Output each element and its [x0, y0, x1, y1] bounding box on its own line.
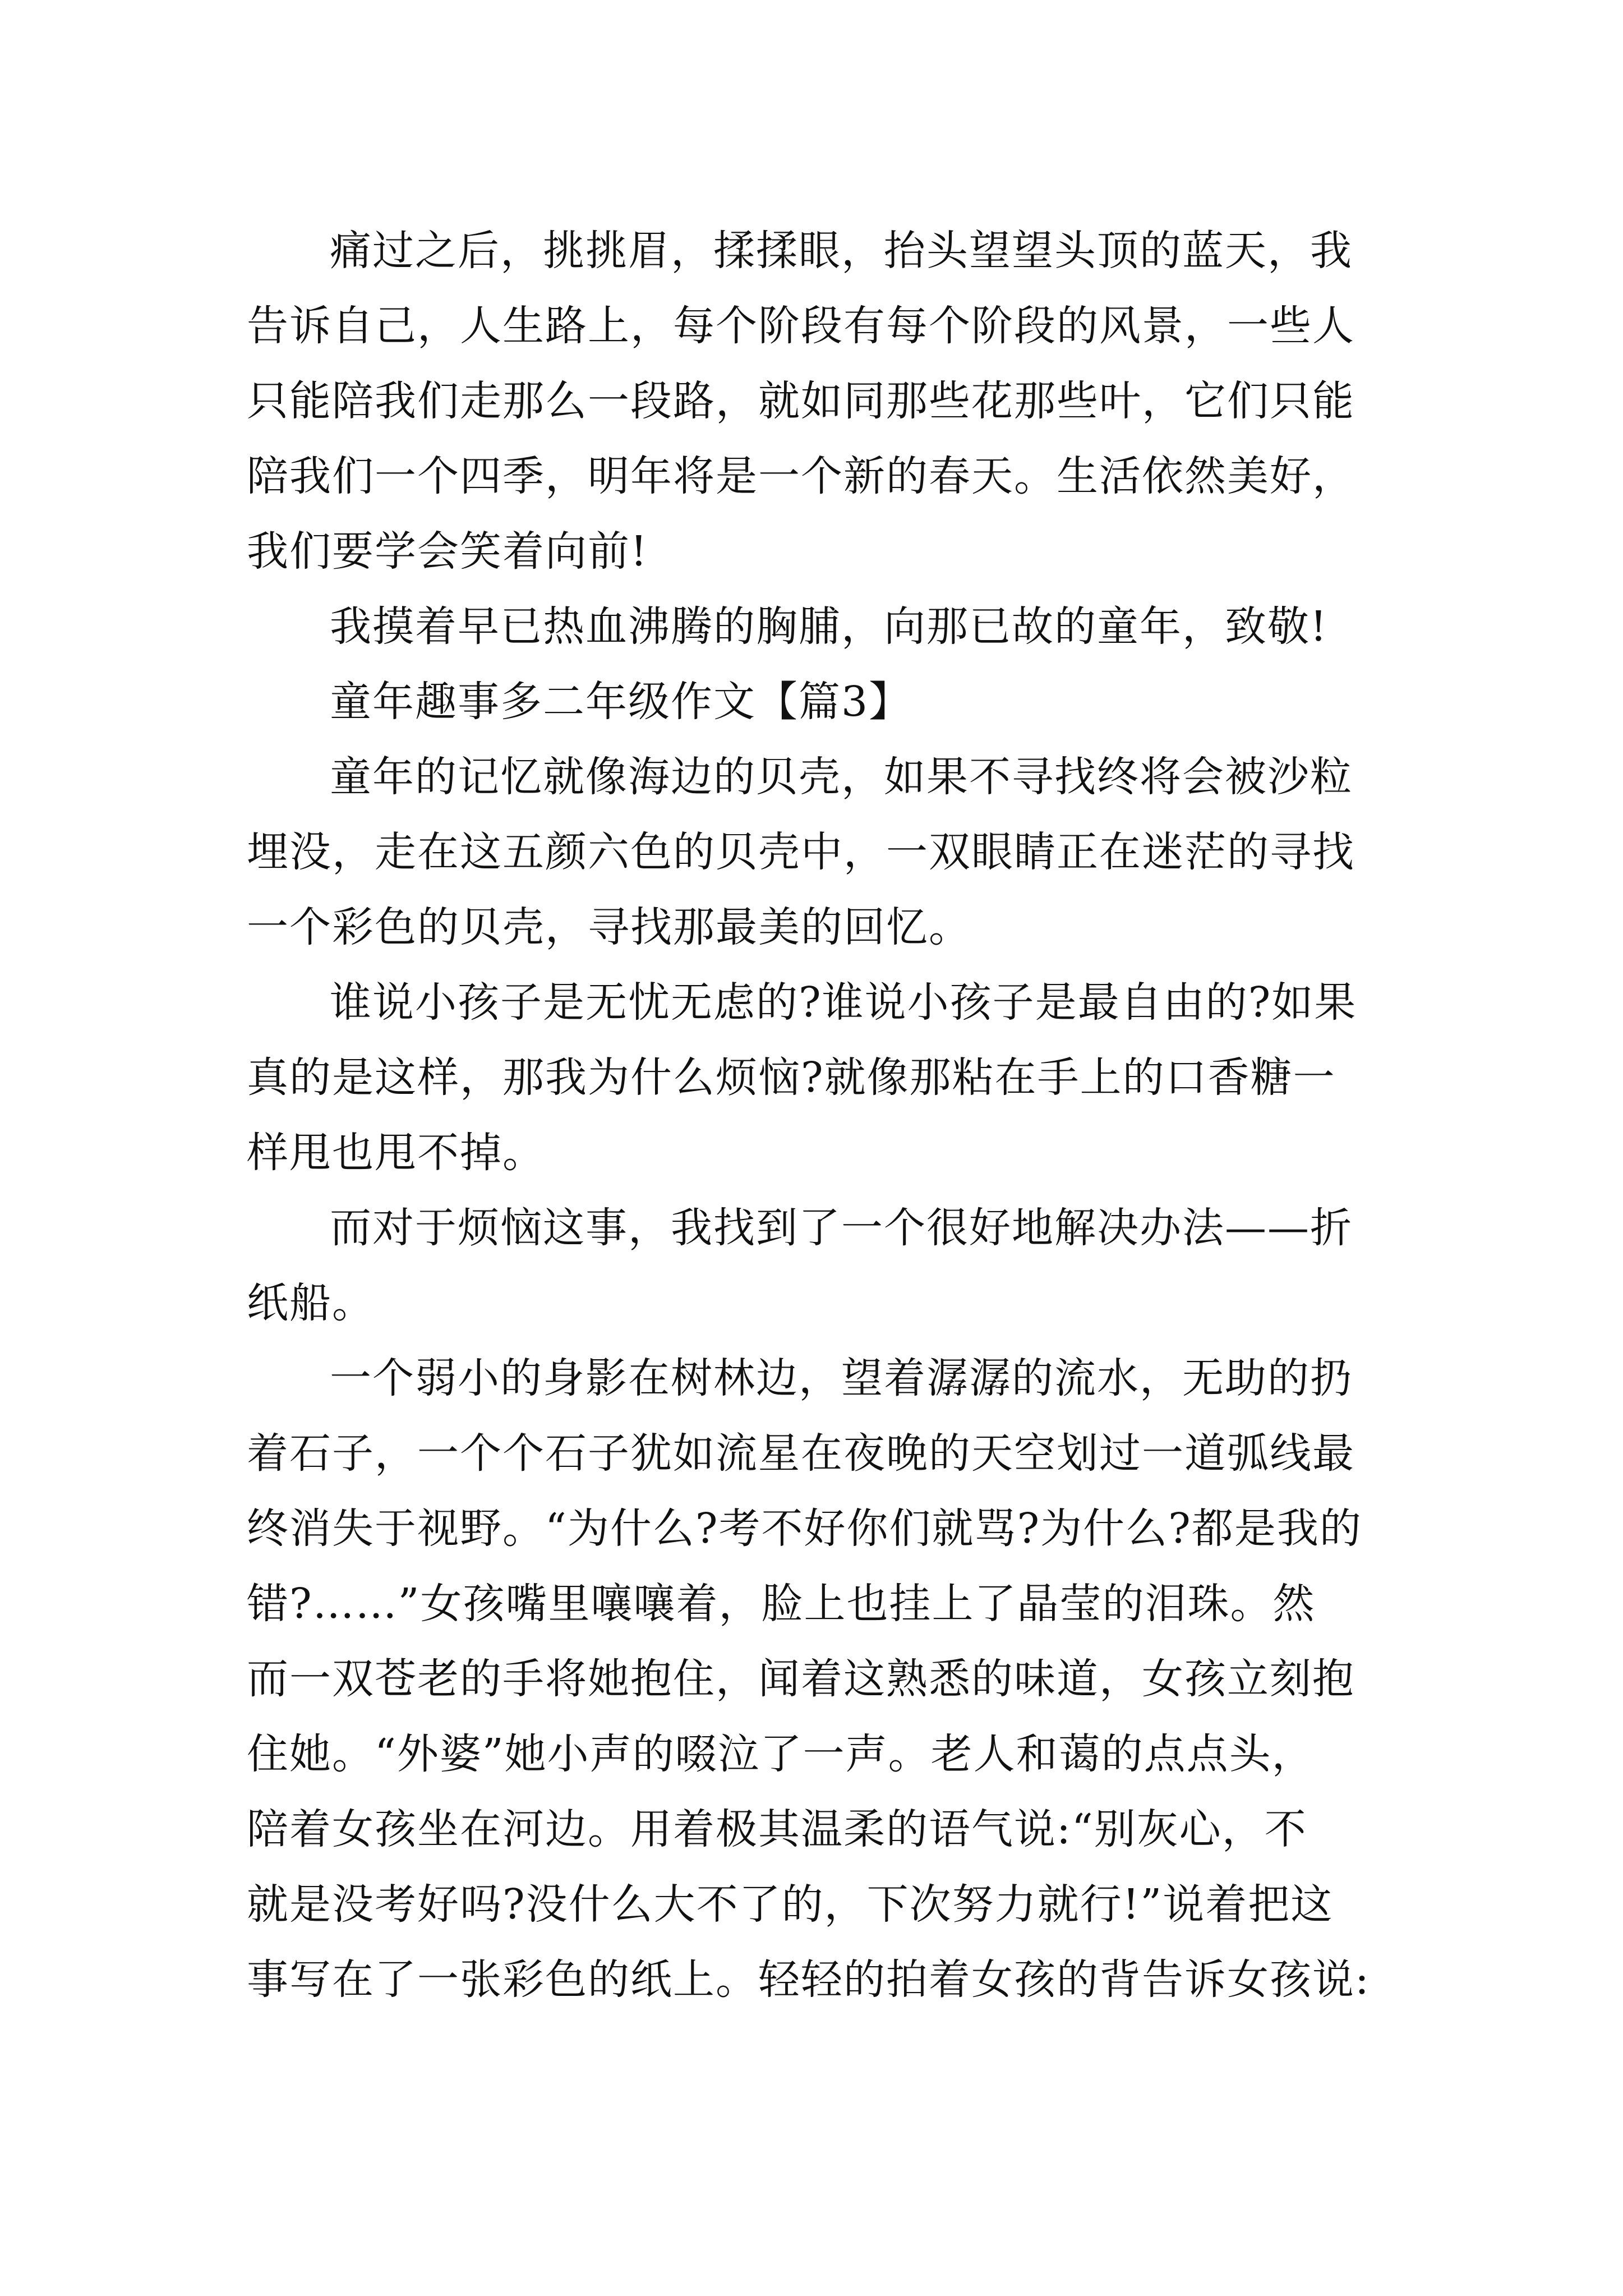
text-line: 着石子，一个个石子犹如流星在夜晚的天空划过一道弧线最: [247, 1429, 1355, 1478]
text-line: 纸船。: [247, 1279, 375, 1327]
paragraph-2: [247, 589, 1380, 664]
text-line: 痛过之后，挑挑眉，揉揉眼，抬头望望头顶的蓝天，我: [330, 227, 1353, 275]
text-line: 陪我们一个四季，明年将是一个新的春天。生活依然美好，: [247, 452, 1355, 500]
paragraph-6: [247, 1341, 1380, 2017]
text-line: 埋没，走在这五颜六色的贝壳中，一双眼睛正在迷茫的寻找: [247, 828, 1355, 876]
text-line: 事写在了一张彩色的纸上。轻轻的拍着女孩的背告诉女孩说:: [247, 1955, 1370, 2004]
text-line: 而对于烦恼这事，我找到了一个很好地解决办法——折: [330, 1204, 1353, 1252]
text-line: 样甩也甩不掉。: [247, 1129, 545, 1177]
text-line: 一个彩色的贝壳，寻找那最美的回忆。: [247, 903, 971, 951]
text-line: 我摸着早已热血沸腾的胸脯，向那已故的童年，致敬!: [330, 602, 1328, 651]
text-line: 陪着女孩坐在河边。用着极其温柔的语气说:“别灰心，不: [247, 1805, 1307, 1853]
text-line: 谁说小孩子是无忧无虑的?谁说小孩子是最自由的?如果: [330, 978, 1357, 1027]
text-line: 真的是这样，那我为什么烦恼?就像那粘在手上的口香糖一: [247, 1053, 1336, 1102]
text-line: 错?……”女孩嘴里嚷嚷着，脸上也挂上了晶莹的泪珠。然: [247, 1580, 1316, 1628]
text-line: 我们要学会笑着向前!: [247, 527, 648, 576]
text-line: 一个弱小的身影在树林边，望着潺潺的流水，无助的扔: [330, 1354, 1353, 1402]
paragraph-4: [247, 965, 1380, 1190]
text-line: 住她。“外婆”她小声的啜泣了一声。老人和蔼的点点头，: [247, 1730, 1315, 1778]
text-line: 终消失于视野。“为什么?考不好你们就骂?为什么?都是我的: [247, 1504, 1362, 1553]
text-line: 童年的记忆就像海边的贝壳，如果不寻找终将会被沙粒: [330, 753, 1353, 801]
text-line: 就是没考好吗?没什么大不了的，下次努力就行!”说着把这: [247, 1880, 1334, 1929]
paragraph-5: [247, 1190, 1380, 1341]
text-line: 只能陪我们走那么一段路，就如同那些花那些叶，它们只能: [247, 377, 1355, 425]
text-line: 告诉自己，人生路上，每个阶段有每个阶段的风景，一些人: [247, 302, 1355, 350]
document-body: [247, 213, 1380, 2017]
text-line: 而一双苍老的手将她抱住，闻着这熟悉的味道，女孩立刻抱: [247, 1655, 1355, 1703]
section-title: 童年趣事多二年级作文【篇3】: [330, 678, 912, 726]
paragraph-3: [247, 739, 1380, 965]
paragraph-1: [247, 213, 1380, 589]
